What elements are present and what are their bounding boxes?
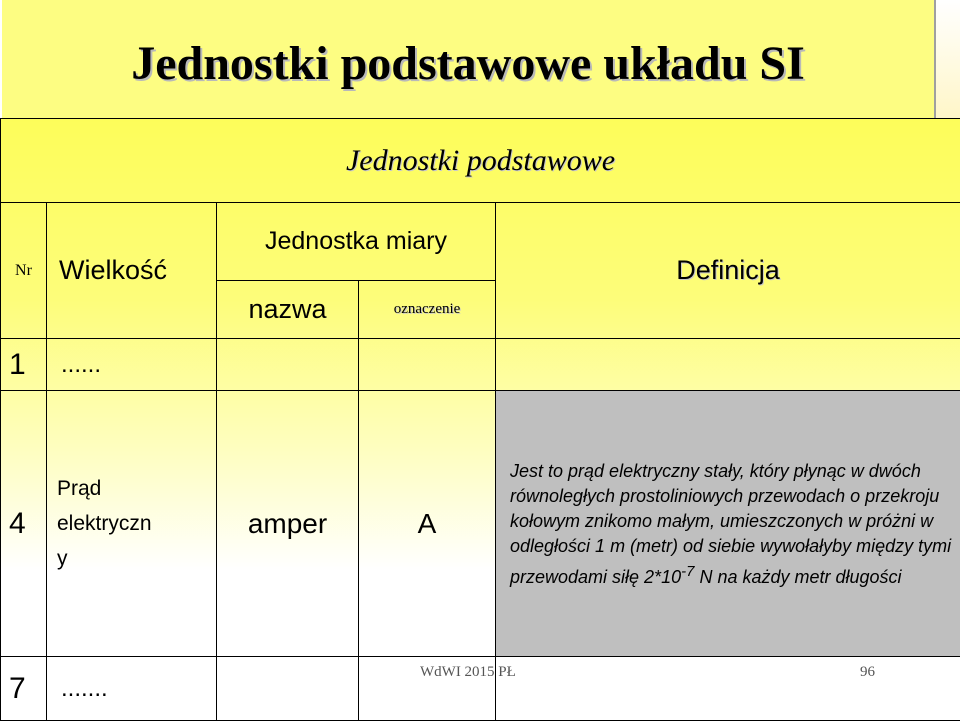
table-row — [1, 391, 960, 657]
column-header-unit: Jednostka miary — [217, 203, 496, 281]
row-unit-name — [217, 657, 359, 721]
row-nr: 4 — [1, 391, 47, 657]
row-quantity: ....... — [47, 657, 217, 721]
title-box — [2, 0, 936, 118]
row-unit-symbol — [359, 339, 496, 391]
row-definition — [496, 339, 960, 391]
table-header-row — [1, 119, 960, 203]
definition-text-end: N na każdy metr długości — [694, 567, 901, 587]
definition-text: Jest to prąd elektryczny stały, który płynąc w dwóch równoległych prostoliniowych przewodach o przekroju kołowym znikomo małym, umieszczonych w próżni w odległości 1 m (metr) od siebie wywołałyby między tymi przewodami siłę 2*10 — [510, 461, 951, 587]
quantity-line: elektryczn — [57, 512, 152, 535]
page-number: 96 — [860, 664, 875, 681]
row-unit-name — [217, 339, 359, 391]
si-units-table — [0, 118, 960, 721]
row-quantity — [47, 391, 217, 657]
column-header-definition: Definicja — [496, 203, 960, 339]
row-nr: 7 — [1, 657, 47, 721]
definition-exponent: -7 — [681, 563, 694, 580]
table-header: Jednostki podstawowe — [1, 119, 960, 203]
side-band — [936, 0, 960, 118]
row-unit-symbol: A — [359, 391, 496, 657]
table-row — [1, 339, 960, 391]
column-header-quantity: Wielkość — [47, 203, 217, 339]
row-unit-name: amper — [217, 391, 359, 657]
quantity-line: y — [57, 547, 68, 570]
row-definition — [496, 657, 960, 721]
column-header-nr: Nr — [1, 203, 47, 339]
column-header-unit-name: nazwa — [217, 281, 359, 339]
column-header-row — [1, 203, 960, 281]
quantity-line: Prąd — [57, 477, 101, 500]
column-header-unit-symbol: oznaczenie — [359, 281, 496, 339]
footer-text: WdWI 2015 PŁ — [420, 664, 516, 681]
slide-title: Jednostki podstawowe układu SI — [131, 36, 805, 91]
row-quantity: ...... — [47, 339, 217, 391]
row-nr: 1 — [1, 339, 47, 391]
row-definition — [496, 391, 960, 657]
